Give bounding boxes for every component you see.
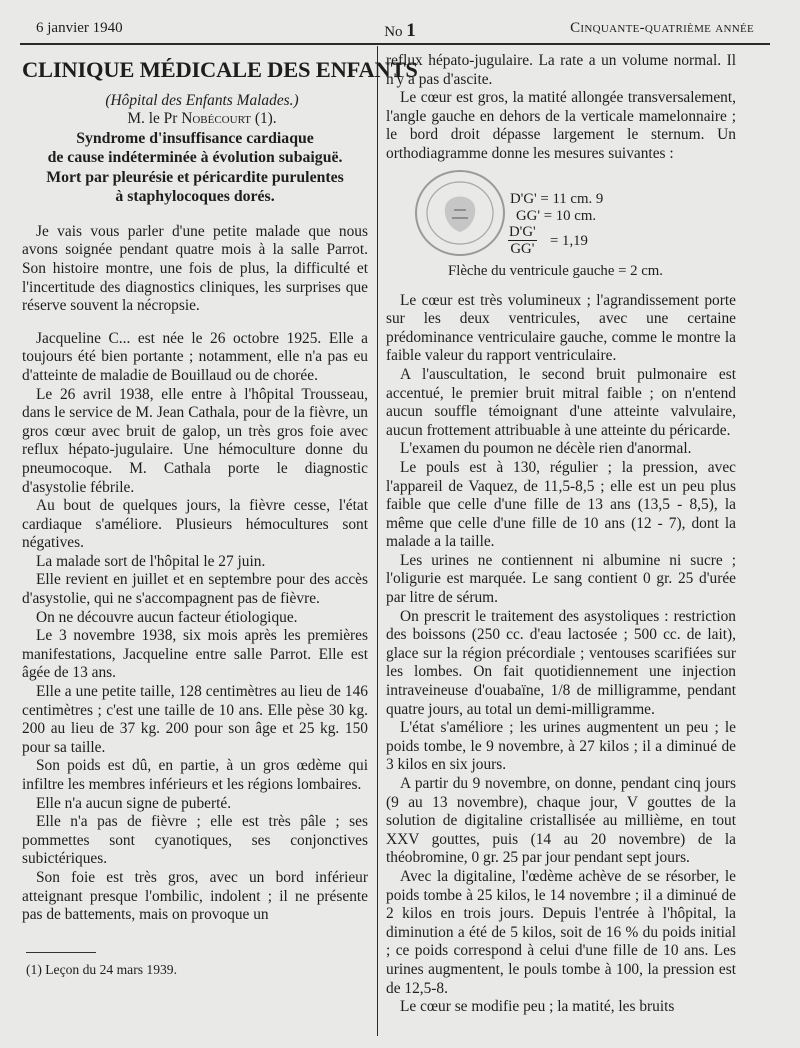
paragraph: Avec la digitaline, l'œdème achève de se résorber, le poids tombe à 25 kilos, le 14 novembre ; il a diminué de 2 kilos en trois jours. Depuis l'entrée à l'hôpital, la diminution a été de 5 kilos, soit de 16 % du poids initial ; ce poids correspond à celui d'une fille de 10 ans. Les urines augmentent, le pouls tombe à 100, la pression est de 12,5-8.	[386, 867, 736, 997]
paragraph: On prescrit le traitement des asystoliques : restriction des boissons (250 cc. d'eau lactosée ; 500 cc. de lait), glace sur la région précordiale ; ventouses scarifiées sur les lombes. On fait quotidiennement une injection intraveineuse d'ouabaïne, 1/8 de milligramme, pendant quatre jours, au total un demi-milligramme.	[386, 607, 736, 718]
paragraph: Elle n'a pas de fièvre ; elle est très pâle ; ses pommettes sont cyanotiques, ses conjonctives subictériques.	[22, 813, 368, 868]
library-stamp	[412, 166, 508, 260]
paragraph: Le pouls est à 130, régulier ; la pression, avec l'appareil de Vaquez, de 11,5-8,5 ; elle est un peu plus faible que celle d'une fille de 13 ans (13,5 - 8,5), la même que celle d'une fille de 10 ans (12 - 7), dont la malade a la taille.	[386, 458, 736, 551]
paragraph: Le cœur est gros, la matité allongée transversalement, l'angle gauche en dehors de la verticale mamelonnaire ; le bord droit dépasse largement le sternum. Un orthodiagramme donne les mesures suivantes :	[386, 89, 736, 162]
issue-number-value: 1	[406, 20, 416, 41]
paragraph: On ne découvre aucun facteur étiologique.	[36, 608, 298, 626]
right-column	[386, 52, 736, 1017]
subtitle-line: Syndrome d'insuffisance cardiaque	[76, 129, 314, 147]
paragraph: Elle n'a aucun signe de puberté.	[36, 794, 232, 812]
author-prefix: M. le Pr	[127, 110, 178, 128]
article-subtitle	[22, 129, 368, 207]
footnote: (1) Leçon du 24 mars 1939.	[26, 962, 178, 977]
column-divider	[377, 46, 378, 1036]
paragraph: Elle revient en juillet et en septembre pour des accès d'asystolie, qui ne s'accompagnent pas de fièvre.	[22, 571, 368, 608]
subtitle-line: à staphylocoques dorés.	[115, 188, 275, 206]
measure-gg: GG' = 10 cm.	[516, 207, 597, 224]
paragraph: Le 3 novembre 1938, six mois après les premières manifestations, Jacqueline entre salle Parrot. Elle est âgée de 13 ans.	[22, 627, 368, 682]
hospital-name: (Hôpital des Enfants Malades.)	[105, 91, 299, 109]
paragraph: Les urines ne contiennent ni albumine ni sucre ; l'oligurie est marquée. Le sang contient 0 gr. 25 d'urée par litre de sérum.	[386, 551, 736, 607]
paragraph: reflux hépato-jugulaire. La rate a un volume normal. Il n'y a pas d'ascite.	[386, 52, 736, 88]
issue-number	[360, 20, 440, 42]
paragraph: Le cœur se modifie peu ; la matité, les bruits	[400, 998, 675, 1016]
paragraph: Je vais vous parler d'une petite malade que nous avons soignée pendant quatre mois à la salle Parrot. Son histoire montre, une fois de plus, la difficulté et l'incertitude des diagnostics cliniques, les surprises que réserve souvent la nécropsie.	[22, 222, 368, 315]
author-line	[22, 110, 368, 129]
paragraph: L'état s'améliore ; les urines augmentent un peu ; le poids tombe, le 9 novembre, à 27 kilos ; il a diminué de 3 kilos en six jours.	[386, 719, 736, 774]
footnote-ref: (1).	[254, 110, 277, 128]
issue-number-label: No	[384, 24, 403, 40]
paragraph: A partir du 9 novembre, on donne, pendant cinq jours (9 au 13 novembre), chaque jour, V gouttes de la solution de digitaline cristallisée au millième, en tout XXV gouttes, puis (14 au 20 novembre) de la théobromine, 0 gr. 25 par jour pendant sept jours.	[386, 775, 736, 867]
measure-dg: D'G' = 11 cm. 9	[510, 190, 604, 207]
paragraph: Au bout de quelques jours, la fièvre cesse, l'état cardiaque s'améliore. Plusieurs hémocultures sont négatives.	[22, 497, 368, 552]
issue-date: 6 janvier 1940	[36, 20, 123, 36]
ratio-numerator: D'G'	[509, 223, 536, 240]
paragraph: Elle a une petite taille, 128 centimètres au lieu de 146 centimètres ; c'est une taille de 10 ans. Elle pèse 30 kg. 200 au lieu de 37 kg. 200 pour son âge et 25 kg. 150 pour sa taille.	[22, 683, 368, 756]
footnote-rule	[26, 952, 96, 953]
author-name: Nobécourt	[181, 110, 251, 128]
paragraph: A l'auscultation, le second bruit pulmonaire est accentué, le premier bruit mitral faible ; on n'entend aucun souffle témoignant d'une atteinte valvulaire, aucun frottement attribuable à une atteinte du péricarde.	[386, 365, 736, 439]
paragraph: Le 26 avril 1938, elle entre à l'hôpital Trousseau, dans le service de M. Jean Cathala, pour de la fièvre, un gros cœur avec bruit de galop, un très gros foie avec reflux hépato-jugulaire. Une hémoculture donne du pneumocoque. M. Cathala porte le diagnostic d'asystolie fébrile.	[22, 385, 368, 496]
issue-year: Cinquante-quatrième année	[570, 20, 754, 36]
paragraph: La malade sort de l'hôpital le 27 juin.	[36, 552, 266, 570]
ratio-fraction	[508, 224, 537, 257]
page-header	[20, 0, 780, 46]
paragraph: Le cœur est très volumineux ; l'agrandissement porte sur les deux ventricules, avec une certaine prédominance ventriculaire gauche, comme le montre la faible valeur du rapport ventriculaire.	[386, 291, 736, 365]
measure-fleche: Flèche du ventricule gauche = 2 cm.	[448, 262, 664, 279]
paragraph: Son poids est dû, en partie, à un gros œdème qui infiltre les membres inférieurs et les régions lombaires.	[22, 757, 368, 793]
ratio-denominator: GG'	[510, 240, 535, 257]
article-title: CLINIQUE MÉDICALE DES ENFANTS	[22, 57, 418, 82]
orthodiagram-measures	[386, 166, 736, 284]
paragraph: L'examen du poumon ne décèle rien d'anormal.	[400, 440, 692, 458]
subtitle-line: de cause indéterminée à évolution subaiguë.	[47, 149, 343, 167]
paragraph: Son foie est très gros, avec un bord inférieur atteignant presque l'ombilic, indolent ; il ne présente pas de battements, mais on provoque un	[22, 868, 368, 924]
ratio-value: = 1,19	[550, 232, 588, 249]
subtitle-line: Mort par pleurésie et péricardite purulentes	[46, 168, 344, 186]
paragraph: Jacqueline C... est née le 26 octobre 1925. Elle a toujours été bien portante ; notamment, elle n'a pas eu d'atteinte de maladie de Bouillaud ou de chorée.	[22, 329, 368, 384]
header-rule	[20, 43, 770, 45]
left-column	[22, 52, 418, 925]
